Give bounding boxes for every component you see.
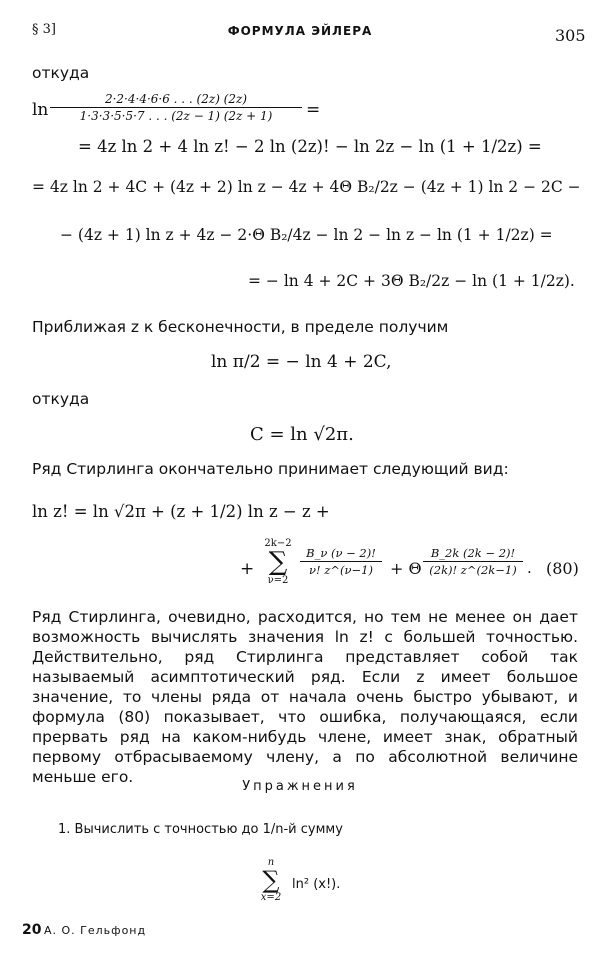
equation-9: + 2k−2 ∑ ν=2 B_ν (ν − 2)! ν! z^(ν−1) + Θ B_2k (2k − 2)! (2k)! z^(2k−1) . (80) [240, 538, 579, 586]
exercise-1-sum [258, 857, 284, 903]
word-otkuda-2: откуда [32, 390, 90, 408]
equation-6: ln π/2 = − ln 4 + 2C, [211, 352, 392, 372]
exercise-sigma-icon: ∑ [262, 866, 280, 894]
equation-7: C = ln √2π. [250, 424, 354, 445]
running-title: ФОРМУЛА ЭЙЛЕРА [227, 24, 373, 38]
eq9-term2 [423, 546, 523, 577]
exercise-1-formula [258, 857, 378, 915]
equation-8: ln z! = ln √2π + (z + 1/2) ln z − z + [32, 502, 330, 521]
main-paragraph: Ряд Стирлинга, очевидно, расходится, но тем не менее он дает возможность вычислять значения ln z! с большей точностью. Действительно, ряд Стирлинга представляет собой так называемый асимптотический ряд. Если z имеет большое значение, то члены ряда от начала очень быстро убывают, и формула (80) показывает, что ошибка, получающаяся, если прервать ряд на каком-нибудь члене, имеет знак, обратный первому отбрасываемому члену, а по абсолютной величине меньше его. [32, 608, 578, 786]
word-otkuda-1: откуда [32, 64, 90, 82]
eq1-numerator: 2·2·4·4·6·6 . . . (2z) (2z) [104, 92, 248, 106]
footer-signature-number: 20 [22, 922, 42, 938]
equation-2: = 4z ln 2 + 4 ln z! − 2 ln (2z)! − ln 2z − ln (1 + 1/2z) = [78, 137, 542, 156]
exercises-heading: Упражнения [242, 779, 358, 794]
stirling-intro: Ряд Стирлинга окончательно принимает следующий вид: [32, 460, 509, 478]
exercise-1: 1. Вычислить с точностью до 1/n-й сумму [58, 822, 343, 837]
equation-4: − (4z + 1) ln z + 4z − 2·Θ B₂/4z − ln 2 − ln z − ln (1 + 1/2z) = [60, 226, 553, 244]
eq9-term1 [300, 546, 382, 577]
page-number: 305 [555, 26, 586, 45]
eq9-sum [260, 538, 296, 586]
eq9-sum-bottom: ν=2 [267, 575, 289, 586]
eq9-sum-top: 2k−2 [264, 538, 292, 549]
exercise-1-sum-bottom: x=2 [260, 892, 282, 903]
eq9-term1-den: ν! z^(ν−1) [309, 563, 373, 577]
equation-3: = 4z ln 2 + 4C + (4z + 2) ln z − 4z + 4Θ B₂/2z − (4z + 1) ln 2 − 2C − [32, 178, 581, 196]
eq1-fraction [50, 92, 302, 123]
equation-5: = − ln 4 + 2C + 3Θ B₂/2z − ln (1 + 1/2z). [248, 272, 575, 290]
eq1-equals: = [306, 100, 321, 120]
approach-sentence: Приближая z к бесконечности, в пределе получим [32, 318, 449, 336]
exercise-1-term: ln² (x!). [292, 877, 341, 892]
exercise-1-sum-top: n [267, 857, 275, 868]
eq1-denominator: 1·3·3·5·5·7 . . . (2z − 1) (2z + 1) [79, 109, 273, 123]
eq9-term2-den: (2k)! z^(2k−1) [429, 563, 517, 577]
eq9-term2-num: B_2k (2k − 2)! [430, 546, 516, 560]
equation-label-80: (80) [546, 559, 579, 578]
sum-sigma-icon: ∑ [268, 547, 288, 577]
section-marker: § 3] [32, 22, 56, 37]
footer-author: А. О. Гельфонд [44, 924, 147, 937]
eq9-term1-num: B_ν (ν − 2)! [306, 546, 376, 560]
eq1-ln: ln [32, 100, 49, 120]
